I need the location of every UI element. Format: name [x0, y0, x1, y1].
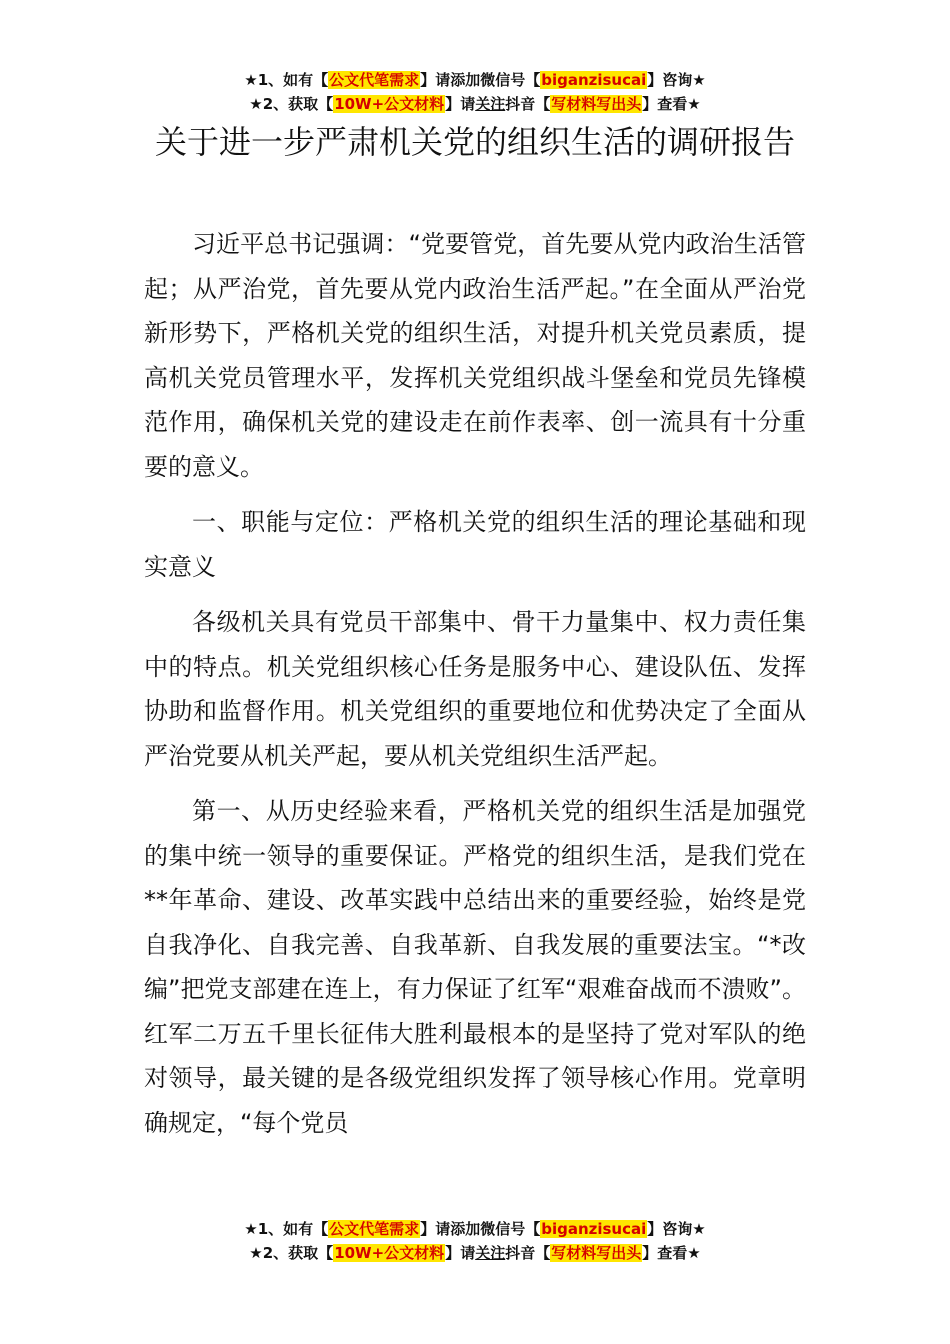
promo-highlight: 写材料写出头 [551, 95, 642, 113]
promo-text: 抖音【 [505, 1244, 551, 1262]
promo-text: 】咨询★ [647, 71, 706, 89]
paragraph: 各级机关具有党员干部集中、骨干力量集中、权力责任集中的特点。机关党组织核心任务是服务中心、建设队伍、发挥协助和监督作用。机关党组织的重要地位和优势决定了全面从严治党要从机关严起，要从机关党组织生活严起。 [144, 608, 806, 770]
promo-banner-bottom [0, 1217, 950, 1265]
promo-highlight: 写材料写出头 [551, 1244, 642, 1262]
promo-text: 抖音【 [505, 95, 551, 113]
promo-wechat-id: biganzisucai [541, 71, 647, 89]
promo-banner-top [0, 68, 950, 116]
document-title: 关于进一步严肃机关党的组织生活的调研报告 [154, 123, 795, 161]
section-heading: 一、职能与定位：严格机关党的组织生活的理论基础和现实意义 [144, 508, 806, 581]
paragraph: 第一、从历史经验来看，严格机关党的组织生活是加强党的集中统一领导的重要保证。严格党的组织生活，是我们党在**年革命、建设、改革实践中总结出来的重要经验，始终是党自我净化、自我完善、自我革新、自我发展的重要法宝。“*改编”把党支部建在连上，有力保证了红军“艰难奋战而不溃败”。红军二万五千里长征伟大胜利最根本的是坚持了党对军队的绝对领导，最关键的是各级党组织发挥了领导核心作用。党章明确规定，“每个党员 [144, 797, 806, 1137]
promo-line-2 [0, 92, 950, 116]
promo-highlight: 公文代笔需求 [329, 1220, 420, 1238]
promo-line-1 [0, 68, 950, 92]
promo-text: ★1、如有【 [244, 71, 329, 89]
promo-underlined: 关注 [475, 95, 506, 113]
promo-line-2 [0, 1241, 950, 1265]
promo-underlined: 关注 [475, 1244, 506, 1262]
promo-text: 】查看★ [642, 1244, 701, 1262]
promo-highlight: 公文代笔需求 [329, 71, 420, 89]
promo-text: 】查看★ [642, 95, 701, 113]
promo-text: 】咨询★ [647, 1220, 706, 1238]
promo-text: ★2、获取【 [249, 95, 334, 113]
promo-text: ★2、获取【 [249, 1244, 334, 1262]
promo-highlight: 10W+公文材料 [334, 95, 445, 113]
promo-text: ★1、如有【 [244, 1220, 329, 1238]
paragraph: 习近平总书记强调：“党要管党，首先要从党内政治生活管起；从严治党，首先要从党内政治生活严起。”在全面从严治党新形势下，严格机关党的组织生活，对提升机关党员素质，提高机关党员管理水平，发挥机关党组织战斗堡垒和党员先锋模范作用，确保机关党的建设走在前作表率、创一流具有十分重要的意义。 [144, 230, 806, 481]
document-body [144, 222, 806, 1156]
promo-wechat-id: biganzisucai [541, 1220, 647, 1238]
promo-text: 】请 [445, 95, 476, 113]
promo-text: 】请添加微信号【 [420, 1220, 541, 1238]
promo-highlight: 10W+公文材料 [334, 1244, 445, 1262]
promo-text: 】请 [445, 1244, 476, 1262]
promo-line-1 [0, 1217, 950, 1241]
promo-text: 】请添加微信号【 [420, 71, 541, 89]
